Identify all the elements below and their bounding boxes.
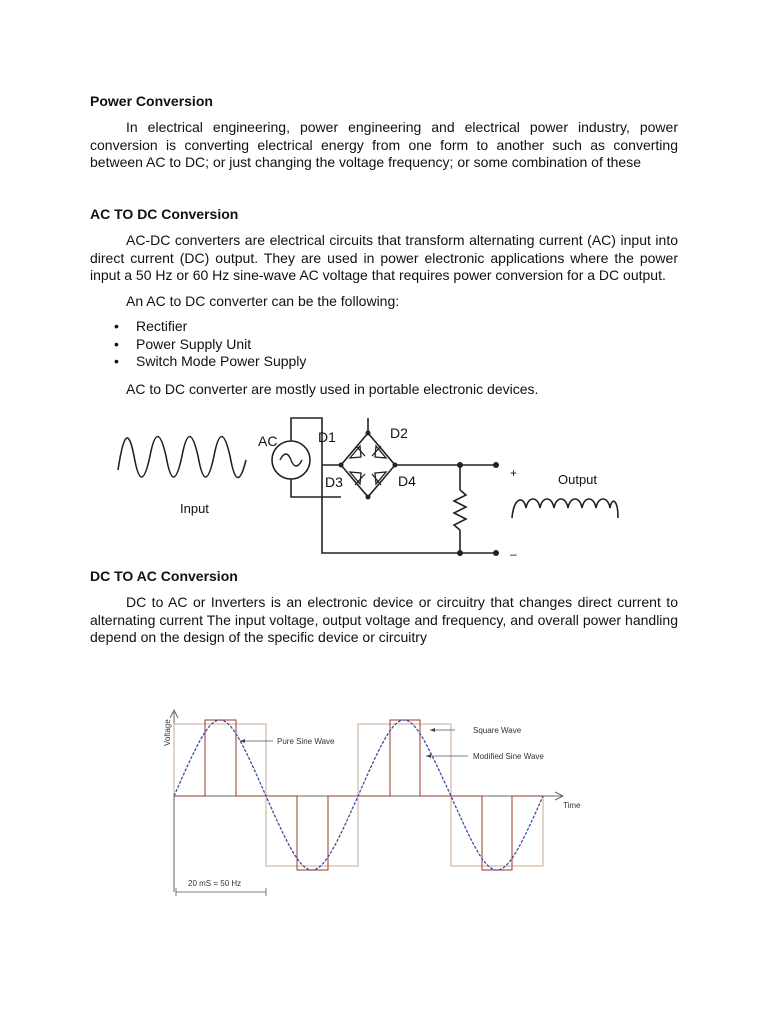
bullet-glyph: • [114, 318, 119, 334]
paragraph-inverters: DC to AC or Inverters is an electronic device or circuitry that changes direct current to alternating current The input voltage, output voltage and frequency, and overall power handling depend on the design of the specific device or circuitry [90, 594, 678, 646]
list-item-text: Switch Mode Power Supply [136, 353, 307, 370]
paragraph-portable-devices: AC to DC converter are mostly used in portable electronic devices. [126, 381, 539, 397]
pure-sine-label: Pure Sine Wave [277, 737, 335, 746]
list-item-text: Rectifier [136, 318, 188, 334]
plus-label: + [510, 466, 518, 480]
d2-label: D2 [390, 425, 408, 441]
bullet-glyph: • [114, 335, 119, 352]
bullet-glyph: • [114, 353, 119, 370]
list-item-text: Power Supply Unit [136, 335, 252, 352]
period-label: 20 mS = 50 Hz [188, 879, 242, 888]
d4-label: D4 [398, 473, 416, 489]
y-axis-label: Voltage [163, 719, 172, 746]
minus-label: – [510, 547, 517, 561]
heading-ac-to-dc: AC TO DC Conversion [90, 206, 239, 222]
paragraph-ac-dc-converters: AC-DC converters are electrical circuits that transform alternating current (AC) input into direct current (DC) output. They are used in power electronic applications where the power input a 50 Hz or 60 Hz sine-wave AC voltage that requires power conversion for a DC output. [90, 232, 678, 284]
x-axis-label: Time [563, 801, 581, 810]
d1-label: D1 [318, 429, 336, 445]
ac-label: AC [258, 433, 278, 449]
modified-sine-label: Modified Sine Wave [473, 752, 544, 761]
square-wave-label: Square Wave [473, 726, 522, 735]
output-label: Output [558, 472, 598, 487]
input-label: Input [180, 501, 209, 516]
heading-power-conversion: Power Conversion [90, 93, 213, 109]
paragraph-power-conversion: In electrical engineering, power engineering and electrical power industry, power conversion is converting electrical energy from one form to another such as converting between AC to DC; or just changing the voltage frequency; or some combination of these [90, 119, 678, 171]
paragraph-converter-types-intro: An AC to DC converter can be the following: [126, 293, 400, 309]
d3-label: D3 [325, 474, 343, 490]
heading-dc-to-ac: DC TO AC Conversion [90, 568, 238, 584]
